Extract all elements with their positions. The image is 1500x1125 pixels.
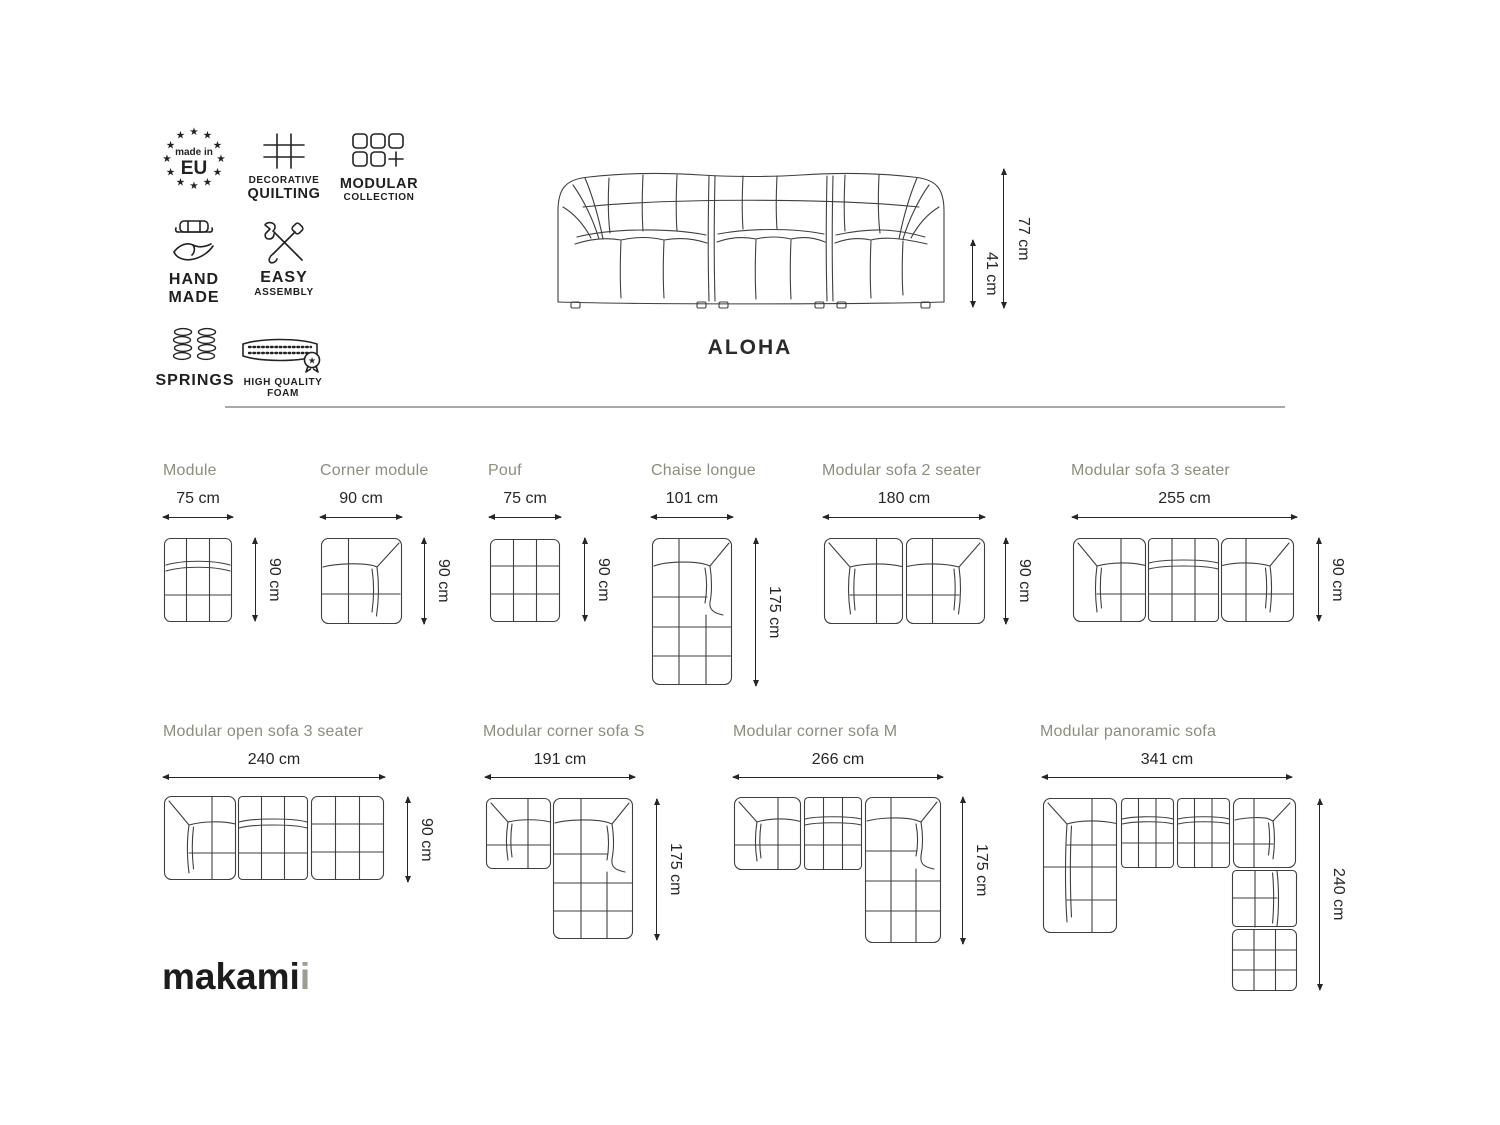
svg-text:★: ★	[162, 153, 172, 165]
figure-title: Modular panoramic sofa	[1040, 723, 1217, 740]
height-label: 90 cm	[418, 817, 435, 862]
height-arrow	[420, 538, 429, 624]
section-divider	[225, 406, 1285, 408]
height-arrow	[1002, 538, 1011, 624]
corner-sofa-m-top-view	[733, 796, 943, 945]
height-arrow	[1316, 799, 1325, 990]
total-height-label: 77 cm	[1015, 216, 1032, 261]
modular-collection-icon	[352, 133, 406, 171]
feature-hand-made	[150, 219, 238, 307]
figure-title: Modular sofa 3 seater	[1071, 462, 1230, 479]
height-label: 240 cm	[1330, 868, 1347, 921]
width-arrow	[489, 513, 561, 522]
brand-logo	[162, 956, 310, 998]
svg-text:★: ★	[212, 166, 223, 179]
svg-text:★: ★	[175, 129, 186, 142]
width-arrow	[1042, 773, 1292, 782]
feature-high-quality-foam	[226, 332, 340, 399]
width-label: 191 cm	[533, 751, 587, 768]
svg-text:★: ★	[175, 176, 186, 189]
springs-icon	[172, 327, 218, 365]
quilting-icon	[263, 132, 305, 170]
pouf-top-view	[489, 538, 561, 623]
height-label: 90 cm	[1329, 557, 1346, 602]
svg-text:★: ★	[216, 153, 226, 165]
feature-label: DECORATIVE	[248, 175, 320, 186]
figure-title: Modular sofa 2 seater	[822, 462, 981, 479]
brand-logo-main: makami	[162, 956, 300, 997]
foam-icon	[240, 332, 326, 374]
figure-title: Module	[163, 462, 217, 479]
svg-text:★: ★	[165, 139, 176, 152]
feature-easy-assembly	[238, 221, 330, 298]
figure-title: Pouf	[488, 462, 522, 479]
width-label: 75 cm	[503, 490, 547, 507]
feature-label: HIGH QUALITY	[243, 377, 323, 388]
hand-made-icon	[171, 219, 217, 265]
sofa-2-seater-top-view	[823, 537, 986, 625]
feature-decorative-quilting	[234, 132, 334, 202]
feature-label: FOAM	[267, 388, 299, 400]
width-label: 240 cm	[247, 751, 301, 768]
height-arrow	[653, 799, 662, 940]
figure-title: Corner module	[320, 462, 429, 479]
seat-height-arrow	[969, 240, 978, 307]
width-label: 101 cm	[665, 490, 719, 507]
figure-title: Modular corner sofa S	[483, 723, 645, 740]
feature-label: COLLECTION	[343, 192, 415, 204]
figure-title: Modular corner sofa M	[733, 723, 898, 740]
corner-sofa-s-top-view	[485, 797, 635, 941]
svg-text:EU: EU	[180, 158, 208, 179]
feature-modular-collection	[326, 133, 432, 203]
svg-text:★: ★	[212, 139, 223, 152]
height-label: 90 cm	[435, 559, 452, 603]
figure-title: Chaise longue	[651, 462, 756, 479]
width-arrow	[823, 513, 985, 522]
height-arrow	[959, 797, 968, 944]
svg-text:★: ★	[189, 126, 199, 138]
feature-label: ASSEMBLY	[254, 286, 314, 298]
module-top-view	[163, 537, 233, 623]
corner-module-top-view	[320, 537, 403, 625]
height-label: 175 cm	[973, 844, 990, 897]
panoramic-sofa-top-view	[1042, 797, 1297, 992]
easy-assembly-icon	[262, 221, 306, 265]
svg-text:★: ★	[165, 166, 176, 179]
brand-logo-accent: i	[299, 956, 311, 997]
svg-text:★: ★	[202, 176, 213, 189]
svg-text:★: ★	[189, 180, 199, 192]
chaise-longue-top-view	[651, 537, 733, 686]
width-arrow	[163, 513, 233, 522]
feature-label: MODULAR	[339, 176, 419, 192]
open-sofa-3-seater-top-view	[163, 795, 385, 881]
width-arrow	[1072, 513, 1297, 522]
width-label: 266 cm	[811, 751, 865, 768]
seat-height-label: 41 cm	[983, 251, 1000, 296]
width-arrow	[485, 773, 635, 782]
height-label: 90 cm	[266, 557, 283, 602]
figure-title: Modular open sofa 3 seater	[163, 723, 363, 740]
feature-label: MADE	[168, 288, 220, 306]
height-arrow	[404, 797, 413, 882]
height-label: 175 cm	[667, 843, 684, 896]
svg-text:made in: made in	[175, 147, 213, 158]
width-label: 180 cm	[877, 490, 931, 507]
width-label: 90 cm	[339, 490, 383, 507]
width-label: 255 cm	[1158, 490, 1211, 507]
feature-label: HAND	[168, 271, 220, 288]
height-arrow	[251, 538, 260, 621]
width-arrow	[320, 513, 402, 522]
made-in-eu-icon	[161, 125, 227, 193]
feature-label: EASY	[260, 269, 308, 286]
height-arrow	[581, 538, 590, 621]
svg-text:★: ★	[202, 129, 213, 142]
svg-text:★: ★	[307, 356, 317, 367]
width-arrow	[733, 773, 943, 782]
height-label: 90 cm	[1016, 559, 1033, 603]
height-arrow	[752, 538, 761, 686]
width-label: 75 cm	[176, 490, 220, 507]
height-arrow	[1315, 538, 1324, 621]
total-height-arrow	[1000, 169, 1009, 308]
width-label: 341 cm	[1140, 751, 1194, 768]
feature-made-in-eu	[159, 125, 229, 193]
height-label: 175 cm	[766, 585, 783, 639]
feature-label: SPRINGS	[155, 372, 235, 389]
product-name: ALOHA	[707, 336, 793, 359]
height-label: 90 cm	[595, 557, 612, 602]
sofa-3-seater-top-view	[1072, 537, 1297, 623]
sofa-front-illustration	[551, 165, 951, 310]
width-arrow	[651, 513, 733, 522]
width-arrow	[163, 773, 385, 782]
feature-label: QUILTING	[247, 186, 321, 203]
